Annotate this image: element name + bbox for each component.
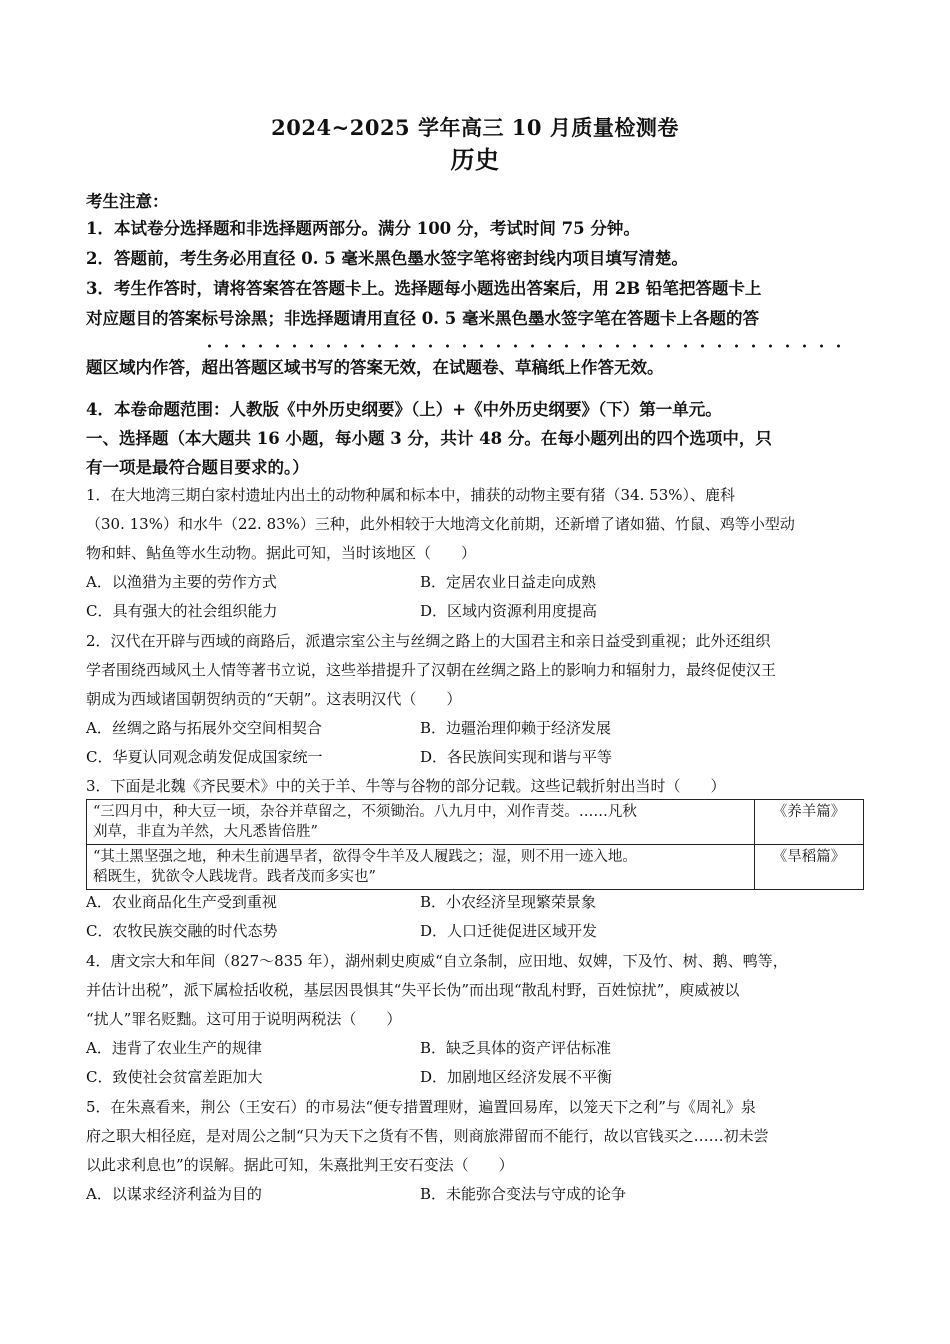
q3-option-c: C．农牧民族交融的时代态势	[86, 922, 278, 940]
notice-item-3-cont: 对应题目的答案标号涂黑；非选择题请用直径 0. 5 毫米黑色墨水签字笔在答题卡上各题的答	[86, 309, 759, 328]
q1-stem: 物和蚌、鲇鱼等水生动物。据此可知，当时该地区（ ）	[86, 544, 477, 562]
q1-option-d: D．区域内资源利用度提高	[420, 602, 598, 620]
q1-option-b: B．定居农业日益走向成熟	[420, 573, 597, 591]
q5-stem: 府之职大相径庭，是对周公之制“只为天下之货有不售，则商旅滞留而不能行，故以官钱买之……初未尝	[86, 1127, 769, 1145]
q5-stem: 5．在朱熹看来，荆公（王安石）的市易法“便专措置理财，遍置回易库，以笼天下之利”与《周礼》泉	[86, 1098, 756, 1116]
q1-option-a: A．以渔猎为主要的劳作方式	[86, 573, 277, 591]
q1-stem: （30. 13%）和水牛（22. 83%）三种，此外相较于大地湾文化前期，还新增了诸如猫、竹鼠、鸡等小型动	[86, 515, 795, 533]
q4-option-b: B．缺乏具体的资产评估标准	[420, 1039, 612, 1057]
notice-item-4: 4．本卷命题范围：人教版《中外历史纲要》（上）+《中外历史纲要》（下）第一单元。	[86, 400, 722, 419]
section-heading: 一、选择题（本大题共 16 小题，每小题 3 分，共计 48 分。在每小题列出的四个选项中，只	[86, 429, 772, 448]
table-cell-quote: “三四月中，种大豆一顷，杂谷并草留之，不须锄治。八九月中，刈作青茭。……凡秋 刈草，非直为羊然，大凡悉皆倍胜”	[87, 800, 755, 845]
notice-item-1: 1．本试卷分选择题和非选择题两部分。满分 100 分，考试时间 75 分钟。	[86, 219, 640, 238]
q2-stem: 朝成为西域诸国朝贺纳贡的“天朝”。这表明汉代（ ）	[86, 690, 462, 708]
q5-option-b: B．未能弥合变法与守成的论争	[420, 1185, 627, 1203]
q3-option-b: B．小农经济呈现繁荣景象	[420, 893, 597, 911]
table-cell-source: 《养羊篇》	[755, 800, 864, 845]
notice-item-2: 2．答题前，考生务必用直径 0. 5 毫米黑色墨水签字笔将密封线内项目填写清楚。	[86, 249, 688, 268]
q4-stem: “扰人”罪名贬黜。这可用于说明两税法（ ）	[86, 1010, 402, 1028]
q2-option-d: D．各民族间实现和谐与平等	[420, 748, 613, 766]
q4-option-c: C．致使社会贫富差距加大	[86, 1068, 263, 1086]
notice-item-3: 3．考生作答时，请将答案答在答题卡上。选择题每小题选出答案后，用 2B 铅笔把答题卡上	[86, 279, 762, 298]
q2-stem: 学者围绕西域风土人情等著书立说，这些举措提升了汉朝在丝绸之路上的影响力和辐射力，最终促使汉王	[86, 661, 777, 679]
q4-option-a: A．违背了农业生产的规律	[86, 1039, 262, 1057]
q2-stem: 2．汉代在开辟与西域的商路后，派遣宗室公主与丝绸之路上的大国君主和亲日益受到重视；此外还组织	[86, 632, 771, 650]
exam-title: 2024~2025 学年高三 10 月质量检测卷	[271, 115, 679, 140]
subject-title: 历史	[450, 145, 500, 174]
notice-item-3-cont2: 题区域内作答，超出答题区域书写的答案无效，在试题卷、草稿纸上作答无效。	[86, 358, 664, 377]
q4-stem: 并估计出税”，派下属检括收税，基层因畏惧其“失平长伪”而出现“散乱村野，百姓惊扰”，庾威被以	[86, 981, 740, 999]
q5-stem: 以此求利息也”的误解。据此可知，朱熹批判王安石变法（ ）	[86, 1156, 514, 1174]
notice-heading: 考生注意：	[86, 192, 169, 211]
q2-option-b: B．边疆治理仰赖于经济发展	[420, 719, 612, 737]
q3-option-d: D．人口迁徙促进区域开发	[420, 922, 598, 940]
q4-option-d: D．加剧地区经济发展不平衡	[420, 1068, 613, 1086]
q2-option-a: A．丝绸之路与拓展外交空间相契合	[86, 719, 322, 737]
q3-source-table	[86, 799, 864, 890]
q3-stem: 3．下面是北魏《齐民要术》中的关于羊、牛等与谷物的部分记载。这些记载折射出当时（ ）	[86, 777, 726, 795]
q1-stem: 1．在大地湾三期白家村遗址内出土的动物种属和标本中，捕获的动物主要有猪（34. 53%）、鹿科	[86, 486, 736, 504]
q4-stem: 4．唐文宗大和年间（827～835 年），湖州刺史庾威“自立条制，应田地、奴婢，下及竹、树、鹅、鸭等，	[86, 952, 788, 970]
q5-option-a: A．以谋求经济利益为目的	[86, 1185, 262, 1203]
q2-option-c: C．华夏认同观念萌发促成国家统一	[86, 748, 323, 766]
emphasis-dots	[201, 343, 851, 349]
table-cell-quote: “其土黑坚强之地，种未生前遇旱者，欲得令牛羊及人履践之；湿，则不用一迹入地。 稻既生，犹欲令人践垅背。践者茂而多实也”	[87, 845, 755, 890]
q3-option-a: A．农业商品化生产受到重视	[86, 893, 277, 911]
q1-option-c: C．具有强大的社会组织能力	[86, 602, 278, 620]
table-row	[87, 800, 864, 845]
table-cell-source: 《旱稻篇》	[755, 845, 864, 890]
table-row	[87, 845, 864, 890]
section-heading-cont: 有一项是最符合题目要求的。）	[86, 458, 309, 477]
